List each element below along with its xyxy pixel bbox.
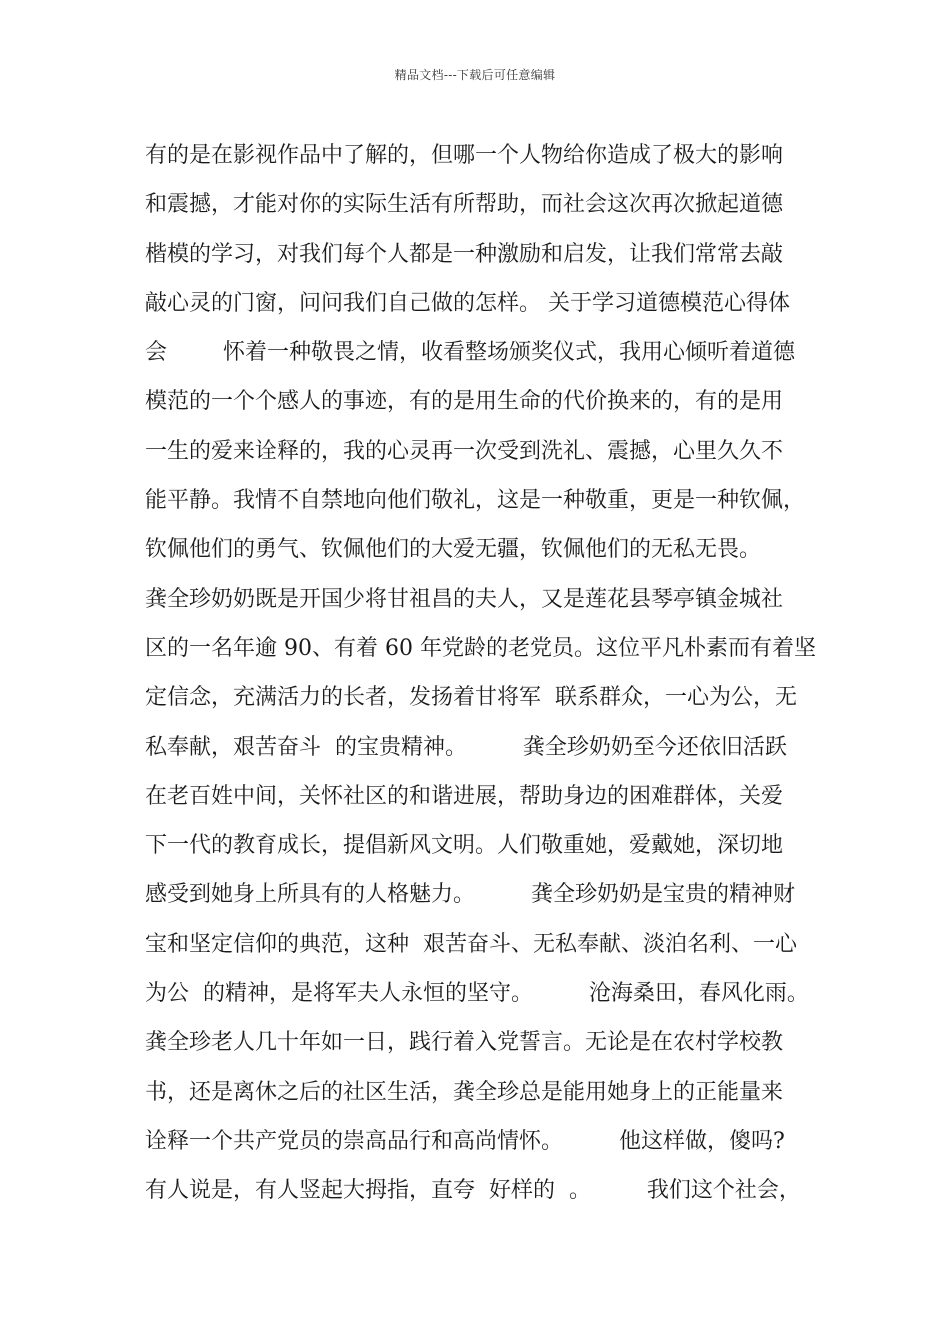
text-line: 在老百姓中间，关怀社区的和谐进展，帮助身边的困难群体，关爱 (145, 783, 784, 809)
body-text (145, 131, 835, 1216)
text-line: 为公 的精神，是将军夫人永恒的坚守。 沧海桑田，春风化雨。 (145, 981, 809, 1007)
text-line: 区的一名年逾 90、有着 60 年党龄的老党员。这位平凡朴素而有着坚 (145, 635, 816, 661)
text-line: 钦佩他们的勇气、钦佩他们的大爱无疆，钦佩他们的无私无畏。 (145, 537, 762, 563)
text-line: 能平静。我情不自禁地向他们敬礼，这是一种敬重，更是一种钦佩， (145, 488, 806, 514)
text-line: 龚全珍老人几十年如一日，践行着入党誓言。无论是在农村学校教 (145, 1030, 784, 1056)
text-line: 和震撼，才能对你的实际生活有所帮助，而社会这次再次掀起道德 (145, 192, 784, 218)
text-line: 私奉献，艰苦奋斗 的宝贵精神。 龚全珍奶奶至今还依旧活跃 (145, 734, 787, 760)
text-line: 有的是在影视作品中了解的，但哪一个人物给你造成了极大的影响 (145, 143, 784, 168)
text-line: 敲心灵的门窗，问问我们自己做的怎样。 关于学习道德模范心得体 (145, 290, 790, 316)
text-line: 书，还是离休之后的社区生活，龚全珍总是能用她身上的正能量来 (145, 1079, 784, 1105)
page-header: 精品文档---下载后可任意编辑 (394, 68, 556, 82)
text-line: 龚全珍奶奶既是开国少将甘祖昌的夫人，又是莲花县琴亭镇金城社 (145, 586, 784, 612)
text-line: 一生的爱来诠释的，我的心灵再一次受到洗礼、震撼，心里久久不 (145, 438, 784, 464)
text-line: 模范的一个个感人的事迹，有的是用生命的代价换来的，有的是用 (145, 389, 784, 415)
text-line: 楷模的学习，对我们每个人都是一种激励和启发，让我们常常去敲 (145, 241, 784, 267)
text-line: 会 怀着一种敬畏之情，收看整场颁奖仪式，我用心倾听着道德 (145, 340, 795, 366)
text-line: 有人说是，有人竖起大拇指，直夸 好样的 。 我们这个社会， (145, 1178, 801, 1204)
text-line: 诠释一个共产党员的崇高品行和高尚情怀。 他这样做，傻吗? (145, 1128, 785, 1154)
text-line: 感受到她身上所具有的人格魅力。 龚全珍奶奶是宝贵的精神财 (145, 882, 795, 908)
text-line: 下一代的教育成长，提倡新风文明。人们敬重她，爱戴她，深切地 (145, 833, 784, 859)
text-line: 宝和坚定信仰的典范，这种 艰苦奋斗、无私奉献、淡泊名利、一心 (145, 931, 797, 957)
text-line: 定信念，充满活力的长者，发扬着甘将军 联系群众，一心为公，无 (145, 685, 797, 711)
